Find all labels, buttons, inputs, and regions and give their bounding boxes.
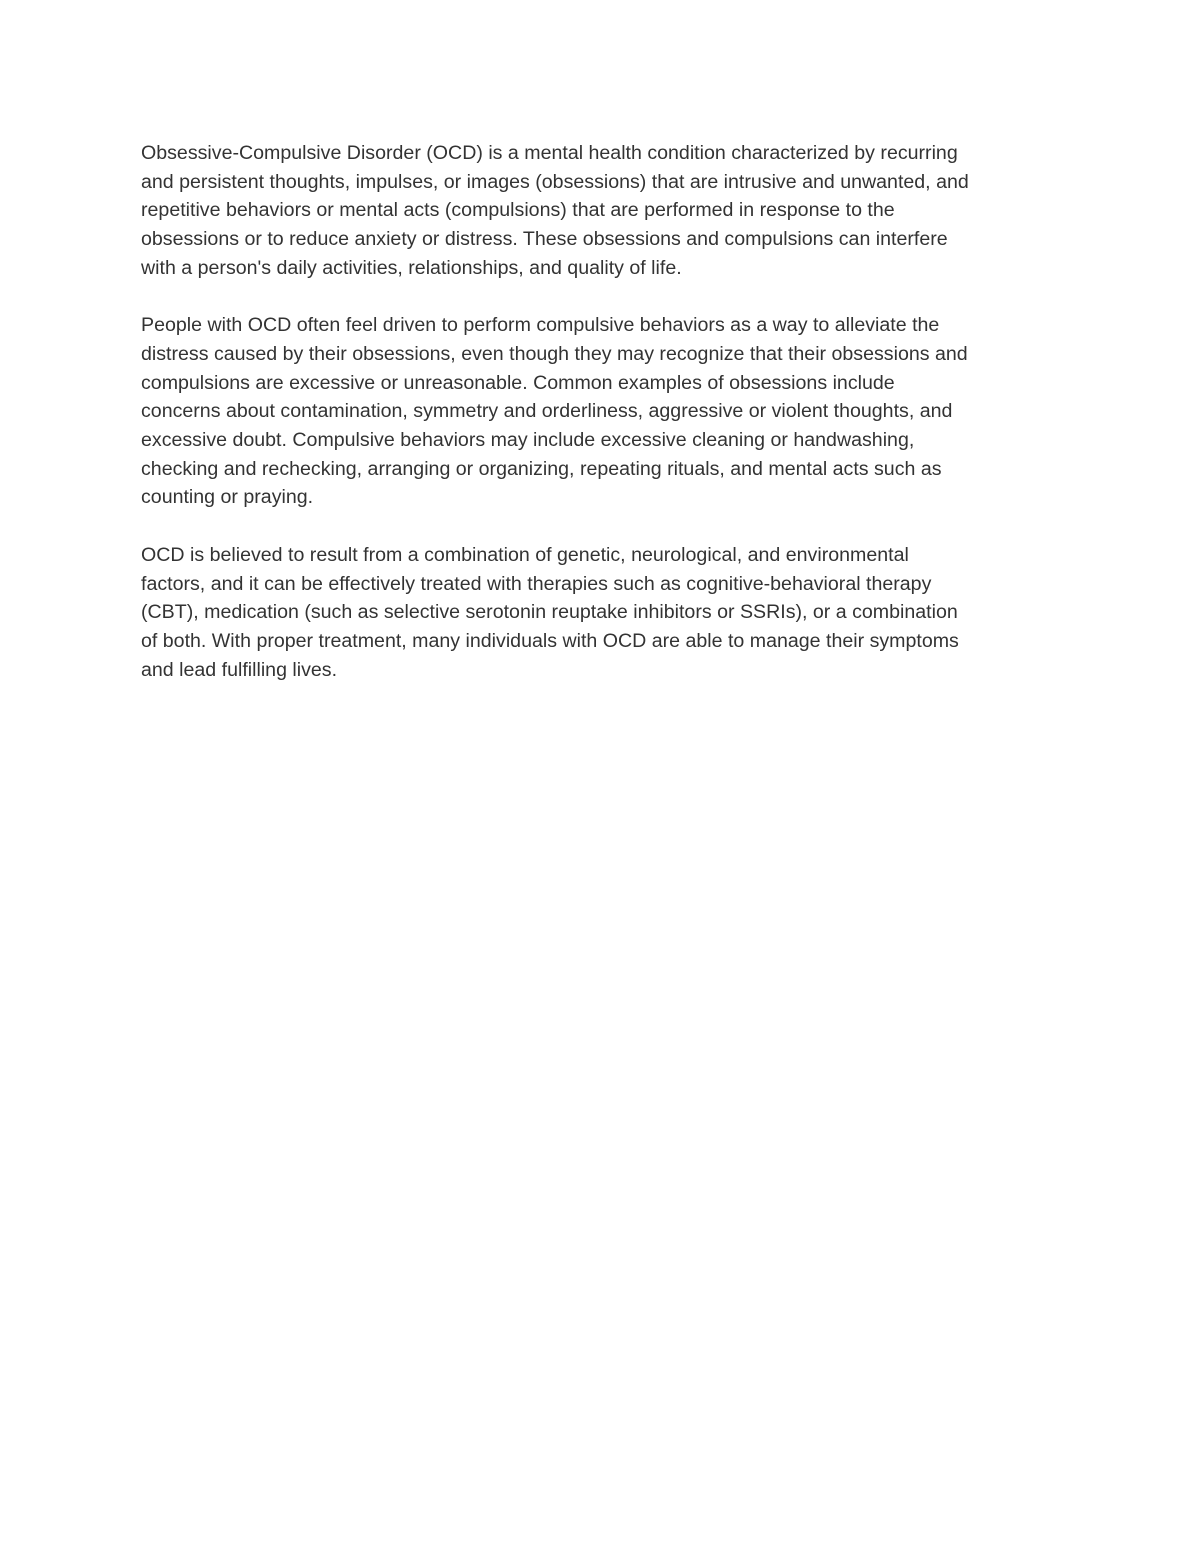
text-line: distress caused by their obsessions, even though they may recognize that their obsessions and xyxy=(141,342,968,365)
text-line: repetitive behaviors or mental acts (compulsions) that are performed in response to the xyxy=(141,199,895,222)
text-line: checking and rechecking, arranging or organizing, repeating rituals, and mental acts such as xyxy=(141,457,942,480)
text-line: concerns about contamination, symmetry and orderliness, aggressive or violent thoughts, and xyxy=(141,400,953,423)
text-line: factors, and it can be effectively treated with therapies such as cognitive-behavioral therapy xyxy=(141,572,932,595)
text-line: and lead fulfilling lives. xyxy=(141,658,338,681)
text-line: People with OCD often feel driven to perform compulsive behaviors as a way to alleviate the xyxy=(141,314,940,337)
paragraph-ocd-treatment xyxy=(141,541,1059,685)
document-body xyxy=(141,139,1059,713)
text-line: Obsessive-Compulsive Disorder (OCD) is a mental health condition characterized by recurring xyxy=(141,142,958,164)
text-line: excessive doubt. Compulsive behaviors may include excessive cleaning or handwashing, xyxy=(141,429,915,452)
text-line: compulsions are excessive or unreasonable. Common examples of obsessions include xyxy=(141,371,895,394)
paragraph-ocd-examples xyxy=(141,311,1059,512)
text-line: OCD is believed to result from a combination of genetic, neurological, and environmental xyxy=(141,543,909,566)
text-line: and persistent thoughts, impulses, or images (obsessions) that are intrusive and unwanted, and xyxy=(141,170,969,193)
text-line: of both. With proper treatment, many individuals with OCD are able to manage their symptoms xyxy=(141,629,959,652)
text-line: counting or praying. xyxy=(141,486,314,509)
text-line: obsessions or to reduce anxiety or distress. These obsessions and compulsions can interfere xyxy=(141,228,948,251)
text-line: (CBT), medication (such as selective serotonin reuptake inhibitors or SSRIs), or a combination xyxy=(141,601,958,624)
text-line: with a person's daily activities, relationships, and quality of life. xyxy=(141,256,682,279)
paragraph-ocd-definition xyxy=(141,139,1059,283)
